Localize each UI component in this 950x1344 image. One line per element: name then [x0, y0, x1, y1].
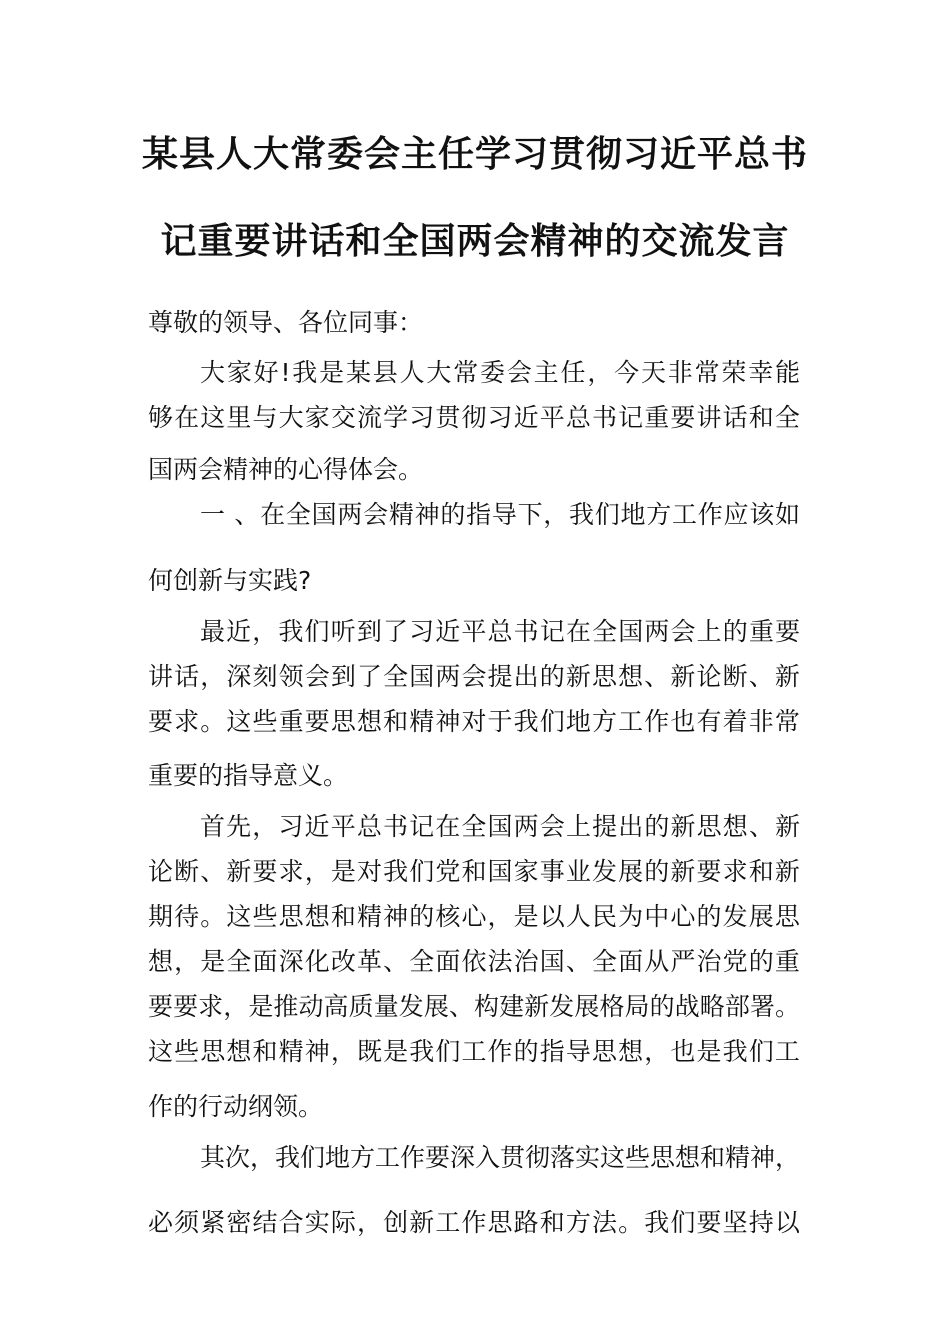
body-line: 首先，习近平总书记在全国两会上提出的新思想、新 — [200, 812, 802, 841]
body-line: 国两会精神的心得体会。 — [148, 455, 424, 484]
body-line: 作的行动纲领。 — [148, 1092, 324, 1121]
body-line: 够在这里与大家交流学习贯彻习近平总书记重要讲话和全 — [148, 403, 802, 432]
section-heading-line: 一 、在全国两会精神的指导下，我们地方工作应该如 — [200, 500, 801, 529]
salutation: 尊敬的领导、各位同事： — [148, 308, 424, 337]
body-line: 期待。这些思想和精神的核心，是以人民为中心的发展思 — [148, 902, 802, 931]
title-line-1: 某县人大常委会主任学习贯彻习近平总书 — [141, 134, 808, 175]
body-line: 要求。这些重要思想和精神对于我们地方工作也有着非常 — [148, 707, 802, 736]
body-line: 最近，我们听到了习近平总书记在全国两会上的重要 — [200, 617, 802, 646]
title-line-2: 记重要讲话和全国两会精神的交流发言 — [160, 221, 790, 262]
body-line: 这些思想和精神，既是我们工作的指导思想，也是我们工 — [148, 1037, 802, 1066]
body-line: 论断、新要求，是对我们党和国家事业发展的新要求和新 — [148, 857, 802, 886]
body-line: 其次，我们地方工作要深入贯彻落实这些思想和精神， — [200, 1143, 801, 1172]
body-line: 必须紧密结合实际，创新工作思路和方法。我们要坚持以 — [148, 1208, 802, 1237]
body-line: 重要的指导意义。 — [148, 761, 349, 790]
body-line: 大家好!我是某县人大常委会主任，今天非常荣幸能 — [200, 358, 802, 387]
section-heading-line: 何创新与实践? — [148, 566, 312, 595]
body-line: 讲话，深刻领会到了全国两会提出的新思想、新论断、新 — [148, 662, 802, 691]
body-line: 想，是全面深化改革、全面依法治国、全面从严治党的重 — [148, 947, 802, 976]
body-line: 要要求，是推动高质量发展、构建新发展格局的战略部署。 — [148, 992, 801, 1021]
